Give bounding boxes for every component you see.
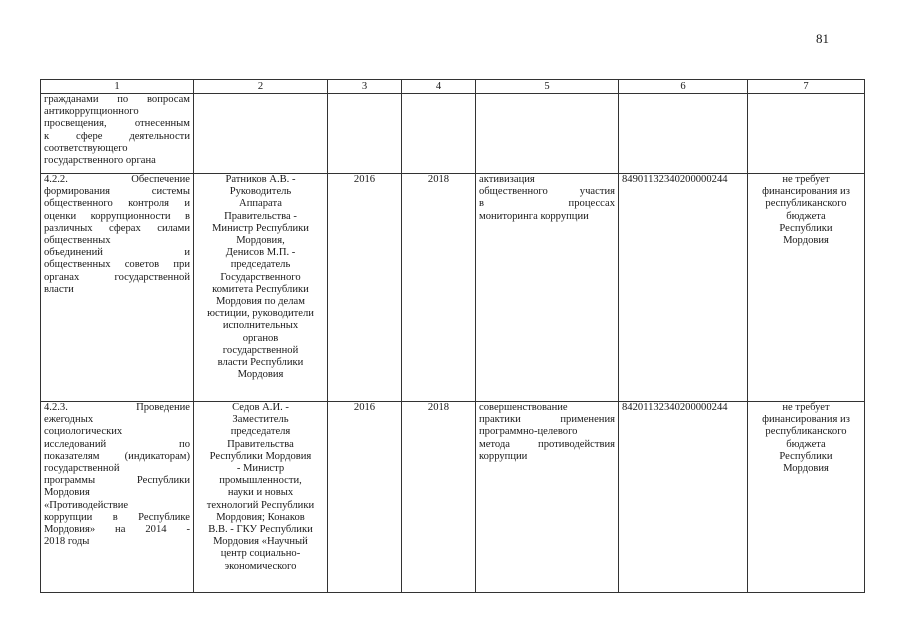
cell-text-line: государственного органа [44, 155, 156, 167]
year-start-cell [328, 94, 402, 174]
cell-text-line: исследований по [44, 438, 190, 450]
executor-cell [194, 402, 328, 593]
cell-text-line: мониторинга коррупции [479, 210, 589, 222]
cell-text-line: ежегодных [44, 414, 94, 426]
cell-text-line: общественного контроля и [44, 198, 190, 210]
cell-text-line: технологий Республики [206, 499, 315, 511]
cell-text-line: социологических [44, 426, 123, 438]
cell-text-line: комитета Республики [212, 283, 309, 295]
cell-text-line: юстиции, руководители [207, 308, 314, 320]
cell-text-line: бюджета [786, 210, 826, 222]
result-cell [476, 402, 619, 593]
cell-text-line: 2018 годы [44, 536, 90, 548]
cell-text-line: финансирования из [762, 186, 850, 198]
cell-text-line: промышленности, [219, 475, 302, 487]
column-header: 2 [194, 80, 328, 94]
cell-text-line: объединений и [44, 247, 190, 259]
cell-text-line: Правительства - [224, 210, 297, 222]
cell-text-line: государственной [222, 344, 299, 356]
cell-text-line: центр социально- [220, 548, 301, 560]
cell-text-line: председатель [230, 259, 291, 271]
cell-text-line: в процессах [479, 198, 615, 210]
cell-text-line: государственной [44, 463, 120, 475]
year-start-cell: 2016 [328, 402, 402, 593]
cell-text-line: различных сферах силами [44, 222, 190, 234]
column-header: 1 [41, 80, 194, 94]
cell-text-line: Мордовия «Научный [213, 536, 308, 548]
budget-code-cell: 84201132340200000244 [619, 402, 748, 593]
cell-text-line: Мордовия, [236, 235, 285, 247]
year-start-cell: 2016 [328, 174, 402, 402]
cell-text-line: бюджета [786, 438, 826, 450]
column-numbers-row [41, 80, 865, 94]
measure-cell [41, 402, 194, 593]
cell-text-line: - Министр [236, 463, 285, 475]
cell-text-line: Министр Республики [212, 222, 309, 234]
cell-text-line: Седов А.И. - [232, 402, 289, 413]
budget-code-cell [619, 94, 748, 174]
cell-text-line: Мордовия [783, 235, 829, 247]
cell-text-line: председателя [230, 426, 291, 438]
cell-text-line: активизация [479, 174, 535, 185]
column-header: 7 [748, 80, 865, 94]
column-header: 4 [402, 80, 476, 94]
executor-cell [194, 94, 328, 174]
cell-text-line: гражданами по вопросам [44, 94, 190, 105]
cell-text-line: Республики [779, 450, 833, 462]
cell-text-line: экономического [224, 560, 297, 572]
result-cell [476, 174, 619, 402]
cell-text-line: Мордовия [783, 463, 829, 475]
cell-text-line: Мордовия [44, 487, 90, 499]
cell-text-line: метода противодействия [479, 438, 615, 450]
cell-text-line: 4.2.2. Обеспечение [44, 174, 190, 185]
cell-text-line: показателям (индикаторам) [44, 450, 190, 462]
measure-cell [41, 174, 194, 402]
budget-code-cell: 84901132340200000244 [619, 174, 748, 402]
table-row [41, 174, 865, 402]
cell-text-line: «Противодействие [44, 499, 129, 511]
cell-text-line: коррупции [479, 450, 528, 462]
cell-text-line: общественного участия [479, 186, 615, 198]
cell-text-line: Республики [779, 222, 833, 234]
cell-text-line: не требует [782, 174, 830, 185]
cell-text-line: коррупции в Республике [44, 511, 190, 523]
column-header: 6 [619, 80, 748, 94]
cell-text-line: Заместитель [232, 414, 289, 426]
column-header: 3 [328, 80, 402, 94]
cell-text-line: просвещения, отнесенным [44, 118, 190, 130]
cell-text-line: программно-целевого [479, 426, 578, 438]
funding-cell [748, 174, 865, 402]
executor-cell [194, 174, 328, 402]
cell-text-line: общественных советов при [44, 259, 190, 271]
table-row [41, 402, 865, 593]
cell-text-line: власти Республики [217, 357, 304, 369]
year-end-cell: 2018 [402, 402, 476, 593]
cell-text-line: к сфере деятельности [44, 130, 190, 142]
cell-text-line: Правительства [227, 438, 294, 450]
cell-text-line: финансирования из [762, 414, 850, 426]
cell-text-line: соответствующего [44, 142, 128, 154]
table-row [41, 94, 865, 174]
cell-text-line: науки и новых [227, 487, 294, 499]
cell-text-line: органов [242, 332, 279, 344]
cell-text-line: Аппарата [239, 198, 282, 210]
cell-text-line: Мордовия по делам [216, 296, 305, 308]
cell-text-line: власти [44, 283, 74, 295]
cell-text-line: Мордовия; Конаков [216, 511, 305, 523]
result-cell [476, 94, 619, 174]
cell-text-line: антикоррупционного [44, 106, 139, 118]
cell-text-line: Руководитель [229, 186, 292, 198]
cell-text-line: программы Республики [44, 475, 190, 487]
cell-text-line: В.В. - ГКУ Республики [208, 524, 313, 536]
page-number: 81 [816, 31, 829, 46]
cell-text-line: республиканского [765, 198, 847, 210]
cell-text-line: Республики Мордовия [209, 450, 312, 462]
cell-text-line: 4.2.3. Проведение [44, 402, 190, 413]
cell-text-line: практики применения [479, 414, 615, 426]
cell-text-line: Ратников А.В. - [225, 174, 296, 185]
cell-text-line: Денисов М.П. - [225, 247, 296, 259]
cell-text-line: формирования системы [44, 186, 190, 198]
funding-cell [748, 402, 865, 593]
cell-text-line: оценки коррупционности в [44, 210, 190, 222]
cell-text-line: Мордовия [237, 369, 284, 381]
measures-table [40, 79, 865, 593]
year-end-cell: 2018 [402, 174, 476, 402]
year-end-cell [402, 94, 476, 174]
funding-cell [748, 94, 865, 174]
cell-text-line: республиканского [765, 426, 847, 438]
cell-text-line: общественных [44, 235, 111, 247]
cell-text-line: совершенствование [479, 402, 568, 413]
cell-text-line: Мордовия» на 2014 - [44, 524, 190, 536]
cell-text-line: исполнительных [222, 320, 299, 332]
cell-text-line: Государственного [220, 271, 301, 283]
cell-text-line: органах государственной [44, 271, 190, 283]
cell-text-line: не требует [782, 402, 830, 413]
column-header: 5 [476, 80, 619, 94]
measure-cell [41, 94, 194, 174]
